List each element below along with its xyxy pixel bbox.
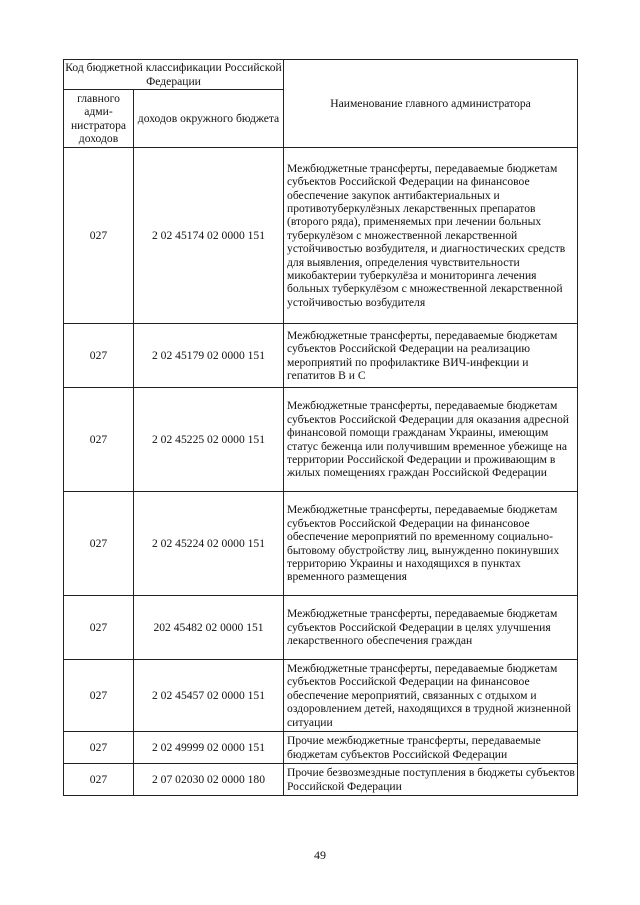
cell-name: Межбюджетные трансферты, передаваемые бюджетам субъектов Российской Федерации на финансовое обеспечение закупок антибактериальных и противотуберкулёзных лекарственных препаратов (второго ряда), применяемых при лечении больных туберкулёзом с множественной лекарственной устойчивостью возбудителя, и диагностических средств для выявления, определения чувствительности микобактерии туберкулёза и мониторинга лечения больных туберкулёзом с множественной лекарственной устойчивостью возбудителя [284,148,578,324]
page-number: 49 [314,848,326,862]
cell-admin: 027 [64,660,134,732]
table-row [64,492,578,596]
table-row [64,596,578,660]
cell-admin: 027 [64,492,134,596]
table-row [64,148,578,324]
budget-classification-table [63,59,578,796]
table-row [64,660,578,732]
cell-name: Межбюджетные трансферты, передаваемые бюджетам субъектов Российской Федерации на финансовое обеспечение мероприятий по временному социально-бытовому обустройству лиц, вынужденно покинувших территорию Украины и находящихся в пунктах временного размещения [284,492,578,596]
cell-code: 2 02 45174 02 0000 151 [134,148,284,324]
table-row [64,324,578,388]
header-col-admin: главного адми-нистратора доходов [64,90,134,148]
header-row-top [64,60,578,90]
cell-code: 2 02 45179 02 0000 151 [134,324,284,388]
cell-admin: 027 [64,764,134,796]
table-row [64,388,578,492]
cell-code: 2 02 45224 02 0000 151 [134,492,284,596]
cell-name: Межбюджетные трансферты, передаваемые бюджетам субъектов Российской Федерации для оказания адресной финансовой помощи гражданам Украины, имеющим статус беженца или получившим временное убежище на территории Российской Федерации и проживающим в жилых помещениях граждан Российской Федерации [284,388,578,492]
table-row [64,764,578,796]
cell-admin: 027 [64,324,134,388]
cell-code: 2 07 02030 02 0000 180 [134,764,284,796]
cell-name: Межбюджетные трансферты, передаваемые бюджетам субъектов Российской Федерации на финансовое обеспечение мероприятий, связанных с отдыхом и оздоровлением детей, находящихся в трудной жизненной ситуации [284,660,578,732]
header-col-code: доходов окружного бюджета [134,90,284,148]
cell-code: 2 02 49999 02 0000 151 [134,732,284,764]
cell-admin: 027 [64,732,134,764]
cell-name: Межбюджетные трансферты, передаваемые бюджетам субъектов Российской Федерации на реализацию мероприятий по профилактике ВИЧ-инфекции и гепатитов В и С [284,324,578,388]
cell-admin: 027 [64,388,134,492]
header-group-label: Код бюджетной классификации Российской Федерации [65,61,282,88]
cell-name: Прочие межбюджетные трансферты, передаваемые бюджетам субъектов Российской Федерации [284,732,578,764]
table-row [64,732,578,764]
header-col-name: Наименование главного администратора [284,60,578,148]
cell-name: Прочие безвозмездные поступления в бюджеты субъектов Российской Федерации [284,764,578,796]
cell-admin: 027 [64,148,134,324]
cell-code: 2 02 45225 02 0000 151 [134,388,284,492]
cell-admin: 027 [64,596,134,660]
cell-code: 2 02 45457 02 0000 151 [134,660,284,732]
cell-name: Межбюджетные трансферты, передаваемые бюджетам субъектов Российской Федерации в целях улучшения лекарственного обеспечения граждан [284,596,578,660]
cell-code: 202 45482 02 0000 151 [134,596,284,660]
